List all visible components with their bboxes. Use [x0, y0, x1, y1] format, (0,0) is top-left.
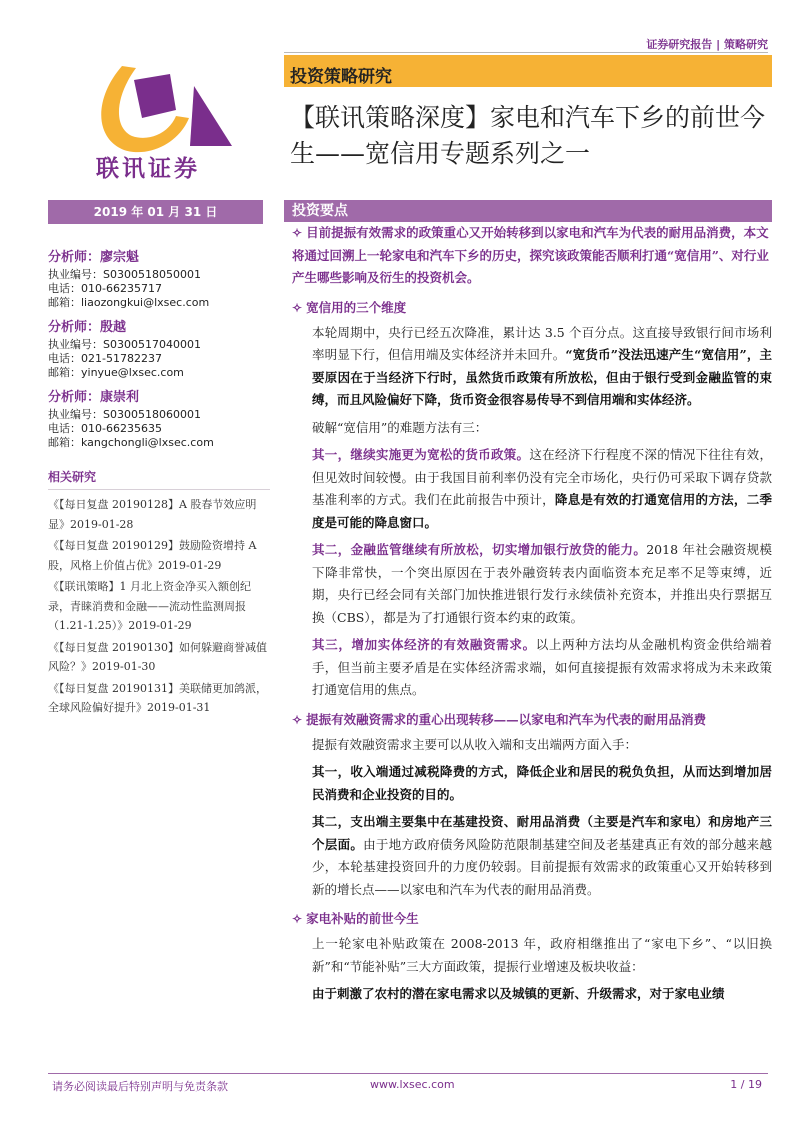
paragraph: [290, 634, 772, 702]
analyst-email[interactable]: 邮箱：yinyue@lxsec.com: [48, 366, 184, 379]
paragraph-text: 提振有效融资需求主要可以从收入端和支出端两方面入手：: [312, 736, 638, 752]
heading-text: 宽信用的三个维度: [306, 299, 407, 315]
diamond-bullet-icon: ✧: [292, 300, 303, 315]
related-research: [48, 468, 270, 718]
diamond-bullet-icon: ✧: [292, 226, 303, 240]
paragraph-lead: 其二，金融监管继续有所放松，切实增加银行放贷的能力。: [312, 542, 647, 557]
paragraph-lead: 其三，增加实体经济的有效融资需求。: [312, 637, 536, 652]
footer-disclaimer[interactable]: 请务必阅读最后特别声明与免责条款: [52, 1080, 228, 1093]
paragraph: [290, 761, 772, 806]
section-heading: [290, 298, 772, 316]
section-heading: [290, 710, 772, 728]
paragraph-bold: 由于刺激了农村的潜在家电需求以及城镇的更新、升级需求，对于家电业绩: [312, 986, 725, 1001]
logo-text: 联讯证券: [96, 156, 200, 182]
top-divider: [284, 52, 768, 53]
paragraph: [290, 539, 772, 629]
paragraph-bold: 其二，支出端主要集中在基建投资、耐用品消费（主要是汽车和家电）和房地产三个层面。: [312, 814, 772, 852]
paragraph-text: 上一轮家电补贴政策在 2008-2013 年，政府相继推出了“家电下乡”、“以旧换新”和“节能补贴”三大方面政策，提振行业增速及板块收益：: [312, 936, 772, 974]
footer-website[interactable]: www.lxsec.com: [370, 1078, 455, 1091]
analyst-phone: 电话：010-66235635: [48, 422, 162, 435]
paragraph: [290, 322, 772, 412]
lead-summary: [290, 222, 772, 290]
paragraph: [290, 417, 772, 440]
section-heading: [290, 909, 772, 927]
footer-page-number: 1 / 19: [730, 1078, 762, 1091]
related-research-item[interactable]: 《【每日复盘 20190130】如何躲避商誉减值风险？》2019-01-30: [48, 640, 267, 673]
analyst-license: 执业编号：S0300518060001: [48, 408, 201, 421]
paragraph-bold: 降息是有效的打通宽信用的方法，二季度是可能的降息窗口。: [312, 492, 772, 530]
related-research-item[interactable]: 《【每日复盘 20190131】美联储更加鸽派，全球风险偏好提升》2019-01-31: [48, 681, 267, 714]
diamond-bullet-icon: ✧: [292, 712, 303, 727]
paragraph-text: 以上两种方法均从金融机构资金供给端着手，但当前主要矛盾是在实体经济需求端，如何直接提振有效需求将成为未来政策打通宽信用的焦点。: [312, 637, 772, 697]
analyst-card: [48, 246, 270, 310]
analyst-license: 执业编号：S0300518050001: [48, 268, 201, 281]
report-title: 【联讯策略深度】家电和汽车下乡的前世今生——宽信用专题系列之一: [290, 103, 766, 168]
paragraph: [290, 933, 772, 978]
paragraph-text: 2018 年社会融资规模下降非常快，一个突出原因在于表外融资转表内面临资本充足率不足等束缚，近期，央行已经会同有关部门加快推进银行发行永续债补充资本，并推出央行票据互换（CBS），都是为了打通银行资本约束的政策。: [312, 542, 772, 625]
report-date: 2019 年 01 月 31 日: [48, 200, 263, 224]
paragraph-text: 这在经济下行程度不深的情况下往往有效，但见效时间较慢。由于我国目前利率仍没有完全市场化，央行仍可采取下调存贷款基准利率的方式。我们在此前报告中预计，: [312, 447, 772, 507]
footer-divider: [48, 1073, 768, 1074]
analyst-card: [48, 386, 270, 450]
logo-purple-square: [134, 74, 176, 118]
paragraph-text: 破解“宽信用”的难题方法有三：: [312, 419, 488, 435]
related-research-item[interactable]: 《【每日复盘 20190128】A 股春节效应明显》2019-01-28: [48, 498, 257, 531]
analyst-license: 执业编号：S0300517040001: [48, 338, 201, 351]
lead-text: 目前提振有效需求的政策重心又开始转移到以家电和汽车为代表的耐用品消费，本文将通过回溯上一轮家电和汽车下乡的历史，探究该政策能否顺利打通“宽信用”、对行业产生哪些影响及衍生的投资机会。: [292, 225, 769, 285]
paragraph-bold: 其一，收入端通过减税降费的方式，降低企业和居民的税负负担，从而达到增加居民消费和企业投资的目的。: [312, 764, 772, 802]
analyst-sidebar: [48, 246, 270, 720]
diamond-bullet-icon: ✧: [292, 912, 303, 926]
related-research-item[interactable]: 《【每日复盘 20190129】鼓励险资增持 A股，风格上价值占优》2019-01-29: [48, 539, 257, 572]
paragraph-lead: 其一，继续实施更为宽松的货币政策。: [312, 447, 530, 462]
analyst-phone: 电话：021-51782237: [48, 352, 162, 365]
paragraph-text: 由于地方政府债务风险防范限制基建空间及老基建真正有效的部分越来越少，本轮基建投资回升的力度仍较弱。目前提振有效需求的政策重心又开始转移到新的增长点——以家电和汽车为代表的耐用品消费。: [312, 836, 772, 897]
analyst-email[interactable]: 邮箱：liaozongkui@lxsec.com: [48, 296, 210, 309]
analyst-name: 分析师：廖宗魁: [48, 250, 140, 265]
analyst-name: 分析师：康崇利: [48, 390, 140, 405]
analyst-card: [48, 316, 270, 380]
related-research-title: 相关研究: [48, 468, 270, 490]
paragraph: [290, 444, 772, 534]
paragraph: [290, 734, 772, 757]
key-points-bar: 投资要点: [284, 200, 772, 222]
heading-text: 提振有效融资需求的重心出现转移——以家电和汽车为代表的耐用品消费: [306, 711, 707, 727]
paragraph: [290, 983, 772, 1006]
paragraph-text: 本轮周期中，央行已经五次降准，累计达 3.5 个百分点。这直接导致银行间市场利率明显下行，但信用端及实体经济并未回升。: [312, 324, 772, 362]
analyst-email[interactable]: 邮箱：kangchongli@lxsec.com: [48, 436, 214, 449]
related-research-item[interactable]: 《【联讯策略】1 月北上资金净买入额创纪录，青睐消费和金融——流动性监测周报（1.21-1.25）》2019-01-29: [48, 580, 251, 632]
paragraph: [290, 811, 772, 901]
main-content: [290, 222, 772, 1011]
report-type-label: 证券研究报告 | 策略研究: [646, 38, 768, 51]
paragraph-bold: “宽货币”没法迅速产生“宽信用”，主要原因在于当经济下行时，虽然货币政策有所放松，但由于银行受到金融监管的束缚，而且风险偏好下降，货币资金很容易传导不到信用端和实体经济。: [312, 347, 772, 407]
analyst-name: 分析师：殷越: [48, 320, 127, 335]
logo-purple-triangle: [190, 86, 232, 146]
section-title: 投资策略研究: [290, 67, 392, 87]
analyst-phone: 电话：010-66235717: [48, 282, 162, 295]
heading-text: 家电补贴的前世今生: [306, 911, 419, 926]
